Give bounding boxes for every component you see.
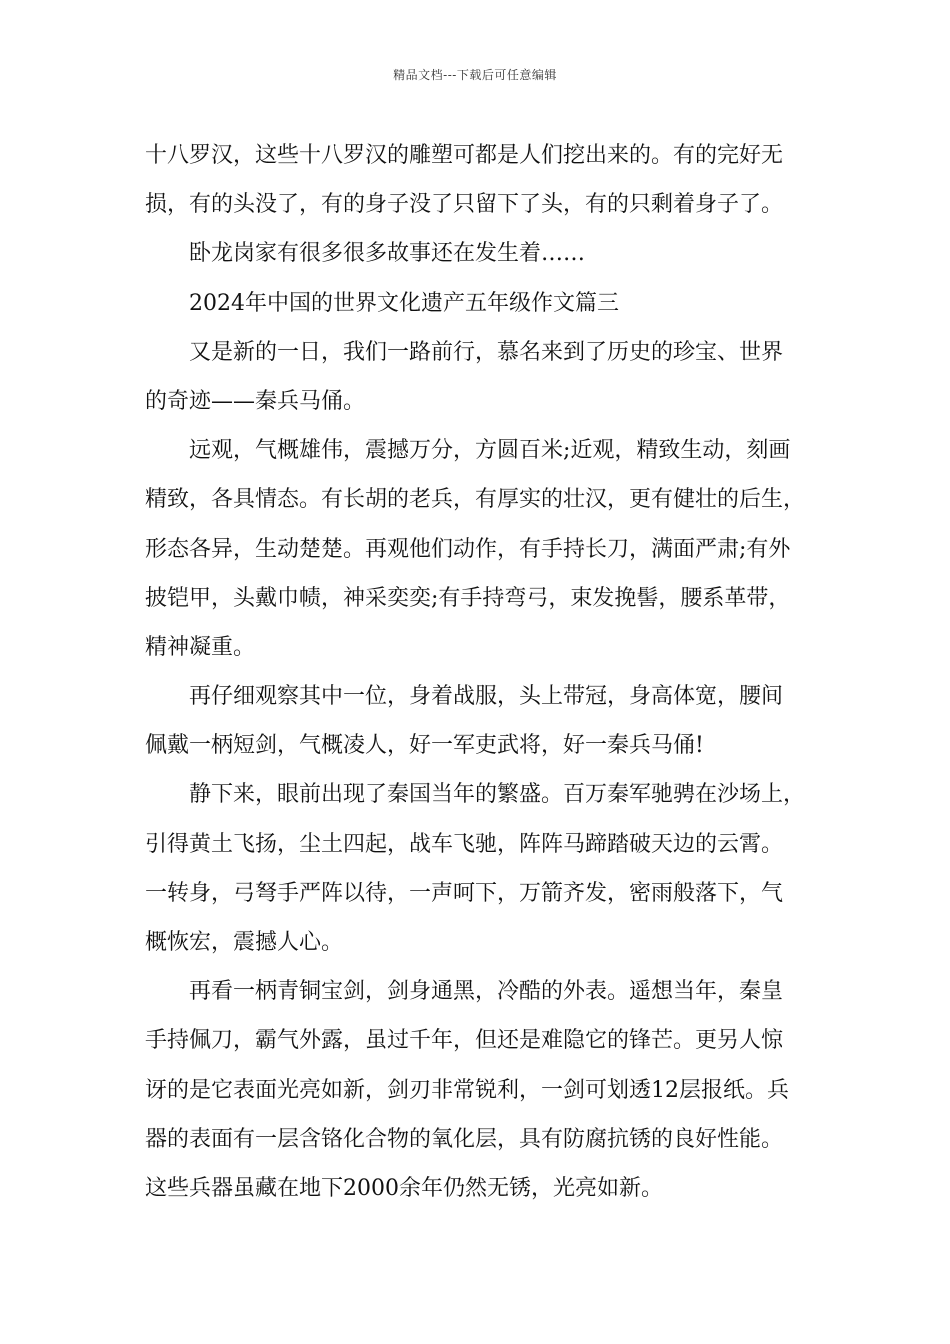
text-line: 形态各异，生动楚楚。再观他们动作，有手持长刀，满面严肃;有外 xyxy=(145,536,791,562)
text-line: 器的表面有一层含铬化合物的氧化层，具有防腐抗锈的良好性能。 xyxy=(145,1126,784,1152)
text-line: 一转身，弓弩手严阵以待，一声呵下，万箭齐发，密雨般落下，气 xyxy=(145,880,784,906)
text-line: 引得黄土飞扬，尘土四起，战车飞驰，阵阵马蹄踏破天边的云霄。 xyxy=(145,831,784,857)
text-line: 再看一柄青铜宝剑，剑身通黑，冷酷的外表。遥想当年，秦皇 xyxy=(189,979,784,1005)
text-line: 再仔细观察其中一位，身着战服，头上带冠，身高体宽，腰间 xyxy=(189,684,784,710)
text-line: 这些兵器虽藏在地下2000余年仍然无锈，光亮如新。 xyxy=(145,1175,663,1201)
text-line: 的奇迹——秦兵马俑。 xyxy=(145,388,366,414)
text-line: 精神凝重。 xyxy=(145,634,256,660)
text-line: 讶的是它表面光亮如新，剑刃非常锐利，一剑可划透12层报纸。兵 xyxy=(145,1077,789,1103)
text-line: 精致，各具情态。有长胡的老兵，有厚实的壮汉，更有健壮的后生， xyxy=(145,487,806,513)
text-line: 十八罗汉，这些十八罗汉的雕塑可都是人们挖出来的。有的完好无 xyxy=(145,143,784,168)
text-line: 静下来，眼前出现了秦国当年的繁盛。百万秦军驰骋在沙场上， xyxy=(189,782,806,808)
text-line: 披铠甲，头戴巾帻，神采奕奕;有手持弯弓，束发挽髻，腰系革带， xyxy=(145,585,791,611)
text-line: 手持佩刀，霸气外露，虽过千年，但还是难隐它的锋芒。更另人惊 xyxy=(145,1028,784,1054)
text-line: 佩戴一柄短剑，气概凌人，好一军吏武将，好一秦兵马俑! xyxy=(145,733,704,759)
text-line: 卧龙岗家有很多很多故事还在发生着…… xyxy=(189,241,586,267)
article-body xyxy=(145,131,810,1213)
text-line: 又是新的一日，我们一路前行，慕名来到了历史的珍宝、世界 xyxy=(189,339,784,365)
text-line: 概恢宏，震撼人心。 xyxy=(145,930,344,955)
section-title: 2024年中国的世界文化遗产五年级作文篇三 xyxy=(189,290,619,316)
page-header: 精品文档---下载后可任意编辑 xyxy=(393,68,557,82)
text-line: 远观，气概雄伟，震撼万分，方圆百米;近观，精致生动，刻画 xyxy=(189,438,791,464)
text-line: 损，有的头没了，有的身子没了只留下了头，有的只剩着身子了。 xyxy=(145,192,784,218)
